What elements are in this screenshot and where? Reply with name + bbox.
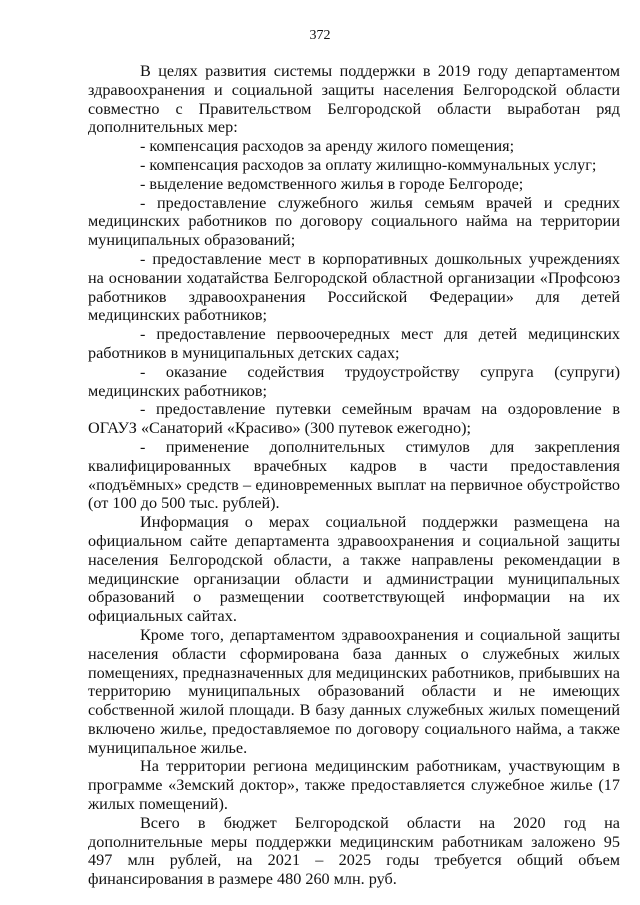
list-item: - выделение ведомственного жилья в городе Белгороде;	[140, 174, 524, 193]
paragraph: Всего в бюджет Белгородской области на 2020 год на дополнительные меры поддержки медицинским работникам заложено 95 497 млн рублей, на 2021 – 2025 годы требуется общий объем финансирования в размере 480 260 млн. руб.	[88, 813, 620, 889]
page-number: 372	[309, 28, 331, 43]
document-body	[88, 62, 620, 889]
list-item: - предоставление путевки семейным врачам на оздоровление в ОГАУЗ «Санаторий «Красиво» (300 путевок ежегодно);	[88, 400, 620, 438]
list-item: - предоставление мест в корпоративных дошкольных учреждениях на основании ходатайства Белгородской областной организации «Профсоюз работников здравоохранения Российской Федерации» для детей медицинских работников;	[88, 249, 620, 325]
paragraph: Кроме того, департаментом здравоохранения и социальной защиты населения области сформирована база данных о служебных жилых помещениях, предназначенных для медицинских работников, прибывших на территорию муниципальных образований области и не имеющих собственной жилой площади. В базу данных служебных жилых помещений включено жилье, предоставляемое по договору социального найма, а также муниципальное жилье.	[88, 625, 620, 757]
list-item: - оказание содействия трудоустройству супруга (супруги) медицинских работников;	[88, 362, 620, 400]
list-item: - предоставление служебного жилья семьям врачей и средних медицинских работников по договору социального найма на территории муниципальных образований;	[88, 193, 620, 250]
paragraph: Информация о мерах социальной поддержки размещена на официальном сайте департамента здравоохранения и социальной защиты населения Белгородской области, а также направлены рекомендации в медицинские организации области и администрации муниципальных образований о размещении соответствующей информации на их официальных сайтах.	[88, 513, 620, 626]
paragraph: В целях развития системы поддержки в 2019 году департаментом здравоохранения и социальной защиты населения Белгородской области совместно с Правительством Белгородской области выработан ряд дополнительных мер:	[88, 62, 620, 137]
list-item: - применение дополнительных стимулов для закрепления квалифицированных врачебных кадров в части предоставления «подъёмных» средств – единовременных выплат на первичное обустройство (от 100 до 500 тыс. рублей).	[88, 437, 620, 513]
list-item: - компенсация расходов за аренду жилого помещения;	[140, 137, 515, 156]
list-item: - компенсация расходов за оплату жилищно-коммунальных услуг;	[140, 155, 597, 174]
list-item: - предоставление первоочередных мест для детей медицинских работников в муниципальных детских садах;	[88, 325, 620, 362]
paragraph: На территории региона медицинским работникам, участвующим в программе «Земский доктор», также предоставляется служебное жилье (17 жилых помещений).	[88, 757, 620, 814]
